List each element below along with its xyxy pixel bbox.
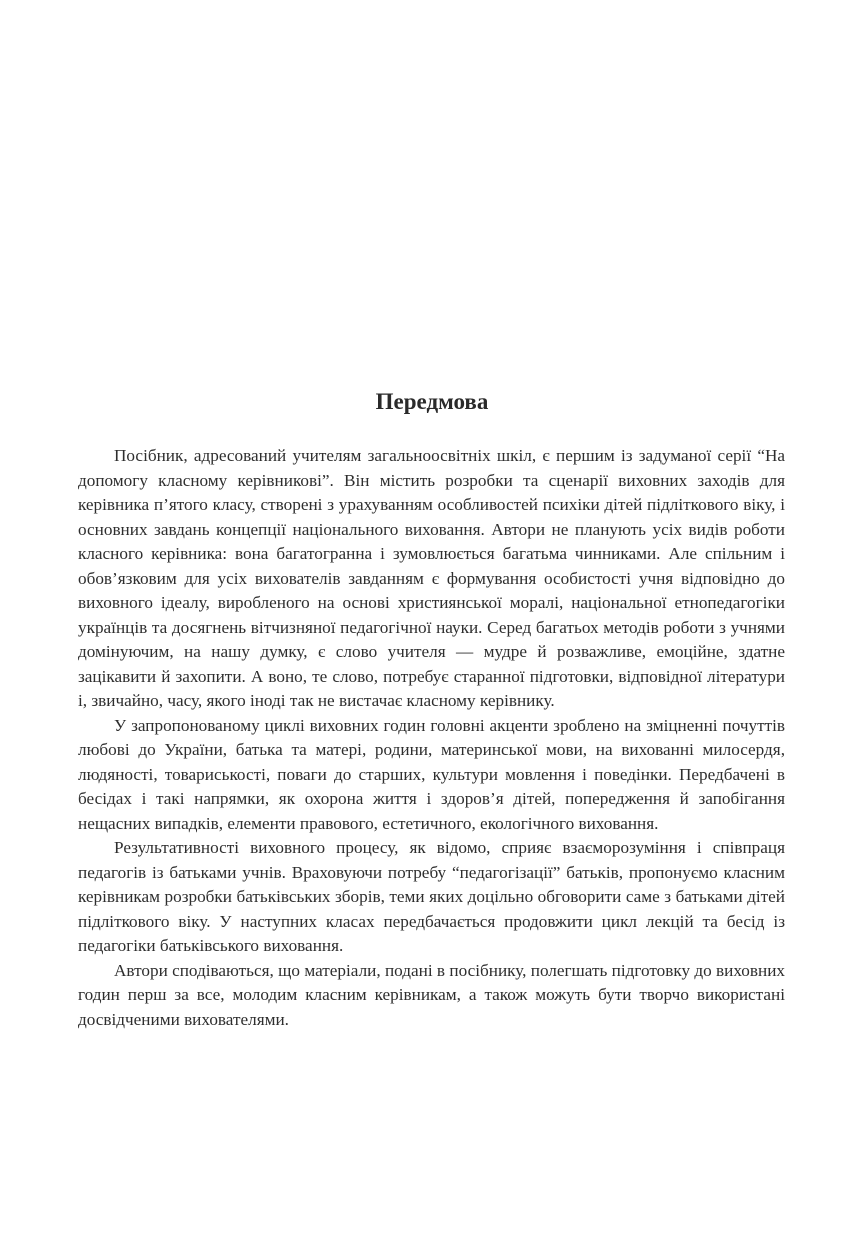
paragraph: Посібник, адресований учителям загальноосвітніх шкіл, є першим із задуманої серії “На допомогу класному керівникові”. Він містить розробки та сценарії виховних заходів для керівника п’ятого класу, створені з урахуванням особливостей психіки дітей підліткового віку, і основних завдань концепції національного виховання. Автори не планують усіх видів роботи класного керівника: вона багатогранна і зумовлюється багатьма чинниками. Але спільним і обов’язковим для усіх вихователів завданням є формування особистості учня відповідно до виховного ідеалу, виробленого на основі християнської моралі, національної етнопедагогіки українців та досягнень вітчизняної педагогічної науки. Серед багатьох методів роботи з учнями домінуючим, на нашу думку, є слово учителя — мудре й розважливе, емоційне, здатне зацікавити й захопити. А воно, те слово, потребує старанної підготовки, відповідної літератури і, звичайно, часу, якого іноді так не вистачає класному керівнику. (78, 446, 785, 710)
paragraph: У запропонованому циклі виховних годин головні акценти зроблено на зміцненні почуттів любові до України, батька та матері, родини, материнської мови, на вихованні милосердя, людяності, товариськості, поваги до старших, культури мовлення і поведінки. Передбачені в бесідах і такі напрямки, як охорона життя і здоров’я дітей, попередження й запобігання нещасних випадків, елементи правового, естетичного, екологічного виховання. (78, 715, 785, 833)
paragraph: Автори сподіваються, що матеріали, подані в посібнику, полегшать підготовку до виховних годин перш за все, молодим класним керівникам, а також можуть бути творчо використані досвідченими вихователями. (78, 960, 785, 1029)
paragraph: Результативності виховного процесу, як відомо, сприяє взаєморозуміння і співпраця педагогів із батьками учнів. Враховуючи потребу “педагогізації” батьків, пропонуємо класним керівникам розробки батьківських зборів, теми яких доцільно обговорити саме з батьками дітей підліткового віку. У наступних класах передбачається продовжити цикл лекцій та бесід із педагогіки батьківського виховання. (78, 838, 785, 955)
page-title: Передмова (375, 389, 489, 414)
preface-body (78, 444, 785, 1032)
